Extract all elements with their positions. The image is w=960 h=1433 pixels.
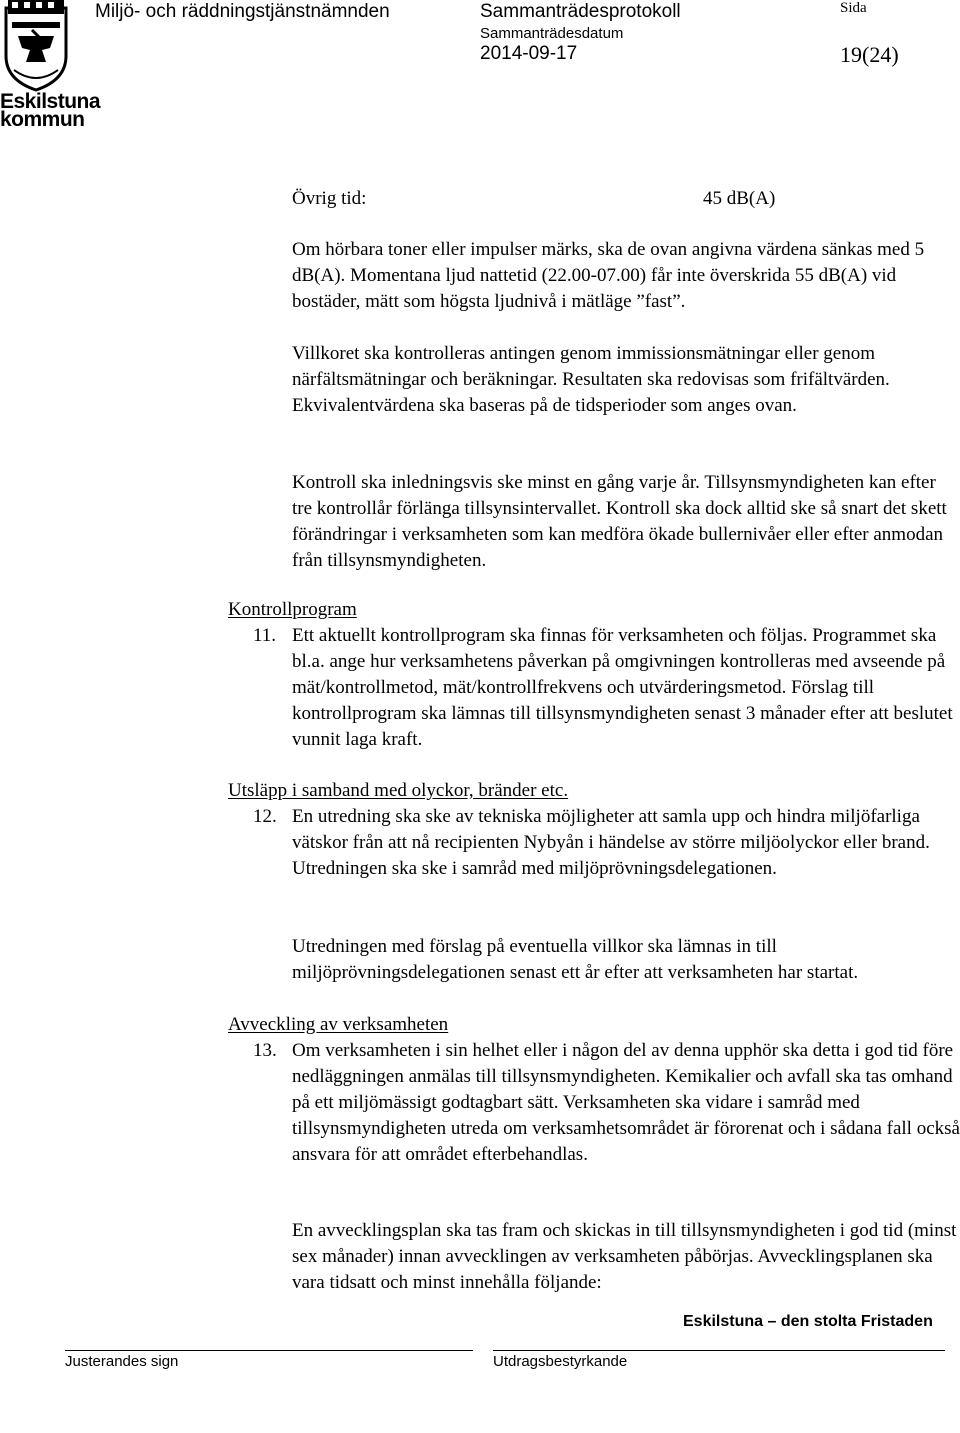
paragraph-tone-impulse: Om hörbara toner eller impulser märks, ska de ovan angivna värdena sänkas med 5 dB(A). Momentana ljud nattetid (22.00-07.00) får inte överskrida 55 dB(A) vid bostäder, mätt som högsta ljudnivå i mätläge ”fast”. [292,239,925,312]
section-heading-kontrollprogram: Kontrollprogram [228,599,357,620]
footer-divider-left [65,1350,473,1351]
section-text-11: Ett aktuellt kontrollprogram ska finnas för verksamheten och följas. Programmet ska bl.a. ange hur verksamhetens påverkan på omgivningen kontrolleras med avseende på mät/kontrollmetod, mät/kontrollfrekvens och utvärderingsmetod. Förslag till kontrollprogram ska lämnas till tillsynsmyndigheten senast 3 månader efter att beslutet vunnit laga kraft. [292,625,953,750]
footer-divider-right [493,1350,945,1351]
section-heading-utslapp: Utsläpp i samband med olyckor, bränder etc. [228,780,569,801]
municipality-logo [0,0,101,131]
meeting-date: 2014-09-17 [480,43,578,64]
ovrig-tid-value: 45 dB(A) [703,188,776,209]
paragraph-control-frequency: Kontroll ska inledningsvis ske minst en gång varje år. Tillsynsmyndigheten kan efter tre kontrollår förlänga tillsynsintervallet. Kontroll ska dock alltid ske så snart det skett förändringar i verksamheten som kan medföra ökade bullernivåer eller efter anmodan från tillsynsmyndigheten. [292,472,947,571]
page-label: Sida [840,0,867,16]
justerandes-sign-label: Justerandes sign [65,1353,179,1370]
section-number-12: 12. [253,806,277,827]
utdragsbestyrkande-label: Utdragsbestyrkande [493,1353,628,1370]
page-number: 19(24) [840,42,899,67]
section-text-12-continued: Utredningen med förslag på eventuella villkor ska lämnas in till miljöprövningsdelegationen senast ett år efter att verksamheten har startat. [292,936,859,983]
paragraph-control-method: Villkoret ska kontrolleras antingen genom immissionsmätningar eller genom närfältsmätningar och beräkningar. Resultaten ska redovisas som frifältvärden. Ekvivalentvärdena ska baseras på de tidsperioder som anges ovan. [292,343,890,416]
meeting-date-label: Sammanträdesdatum [480,25,624,42]
footer-motto: Eskilstuna – den stolta Fristaden [683,1313,933,1330]
ovrig-tid-label: Övrig tid: [292,188,367,209]
section-heading-avveckling: Avveckling av verksamheten [228,1014,449,1035]
section-text-12: En utredning ska ske av tekniska möjligheter att samla upp och hindra miljöfarliga vätskor från att nå recipienten Nybyån i händelse av större miljöolyckor eller brand. Utredningen ska ske i samråd med miljöprövningsdelegationen. [292,806,930,879]
logo-text-eskilstuna: Eskilstuna [0,90,101,113]
section-number-11: 11. [253,625,277,646]
logo-text-kommun: kommun [0,108,85,131]
section-text-13: Om verksamheten i sin helhet eller i någon del av denna upphör ska detta i god tid före nedläggningen anmälas till tillsynsmyndigheten. Kemikalier och avfall ska tas omhand på ett miljömässigt godtagbart sätt. Verksamheten ska vidare i samråd med tillsynsmyndigheten utreda om verksamhetsområdet är förorenat och i sådana fall också ansvara för att området efterbehandlas. [292,1040,960,1165]
section-number-13: 13. [253,1040,277,1061]
coat-of-arms-icon [2,0,70,92]
document-type: Sammanträdesprotokoll [480,1,681,22]
committee-name: Miljö- och räddningstjänstnämnden [95,1,390,22]
section-text-13-continued: En avvecklingsplan ska tas fram och skickas in till tillsynsmyndigheten i god tid (minst sex månader) innan avvecklingen av verksamheten påbörjas. Avvecklingsplanen ska vara tidsatt och minst innehålla följande: [292,1220,957,1293]
